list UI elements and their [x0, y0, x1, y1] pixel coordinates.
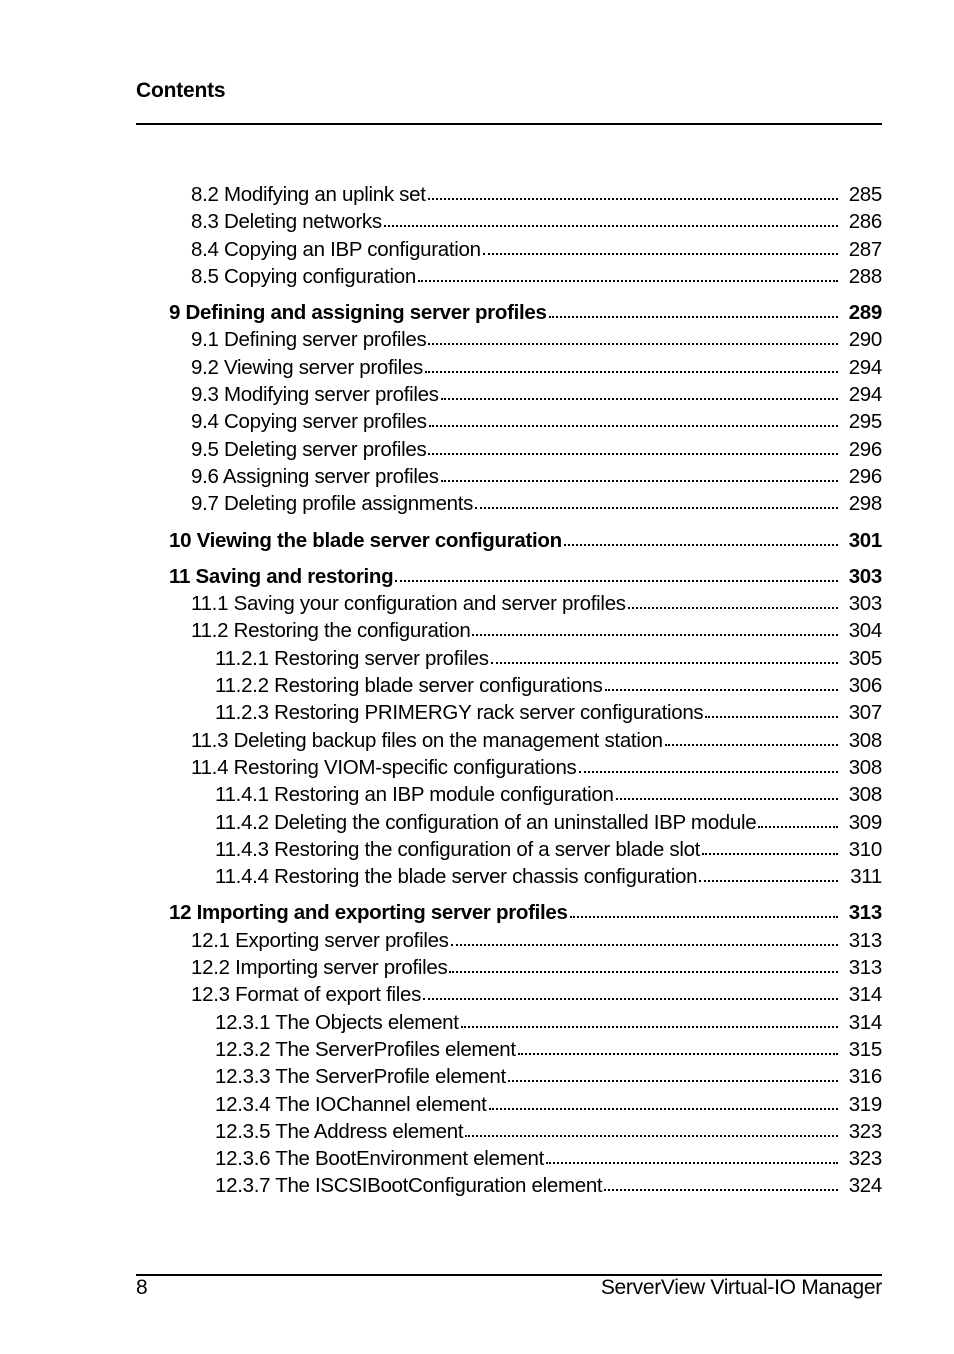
toc-entry-title: 12.3.4 The IOChannel element — [215, 1092, 487, 1116]
toc-section-entry[interactable] — [0, 809, 954, 836]
toc-entry-page-number: 289 — [848, 301, 882, 325]
page-header-title: Contents — [136, 79, 226, 102]
toc-section-entry[interactable] — [0, 781, 954, 808]
toc-entry-title: 12.3.6 The BootEnvironment element — [215, 1147, 545, 1171]
toc-section-entry[interactable] — [0, 408, 954, 435]
toc-section-entry[interactable] — [0, 326, 954, 353]
dot-leader — [579, 770, 838, 773]
toc-entry-page-number: 314 — [848, 983, 882, 1007]
toc-entry-title: 12.3 Format of export files — [191, 983, 422, 1007]
toc-section-entry[interactable] — [0, 263, 954, 290]
toc-entry-title: 11 Saving and restoring — [169, 564, 394, 588]
toc-section-entry[interactable] — [0, 954, 954, 981]
toc-section-entry[interactable] — [0, 381, 954, 408]
toc-section-entry[interactable] — [0, 1172, 954, 1199]
dot-leader — [428, 342, 838, 345]
toc-entry-title: 11.2.1 Restoring server profiles — [215, 646, 489, 670]
dot-leader — [423, 997, 838, 1000]
toc-entry-page-number: 315 — [848, 1037, 882, 1061]
toc-entry-page-number: 313 — [848, 956, 882, 980]
toc-section-entry[interactable] — [0, 836, 954, 863]
dot-leader — [491, 661, 838, 664]
footer-page-number: 8 — [136, 1276, 148, 1299]
table-of-contents — [0, 181, 954, 1200]
dot-leader — [395, 579, 838, 582]
toc-chapter-entry[interactable] — [0, 299, 954, 326]
toc-entry-title: 11.4 Restoring VIOM-specific configurations — [191, 755, 577, 779]
dot-leader — [518, 1052, 838, 1055]
dot-leader — [472, 633, 838, 636]
toc-entry-title: 9.1 Defining server profiles — [191, 328, 427, 352]
toc-entry-page-number: 308 — [848, 755, 882, 779]
toc-entry-title: 12.3.7 The ISCSIBootConfiguration element — [215, 1174, 603, 1198]
toc-entry-page-number: 308 — [848, 728, 882, 752]
toc-entry-page-number: 296 — [848, 437, 882, 461]
toc-section-entry[interactable] — [0, 727, 954, 754]
toc-entry-title: 11.1 Saving your configuration and server profiles — [191, 592, 626, 616]
dot-leader — [465, 1134, 838, 1137]
toc-entry-page-number: 301 — [848, 528, 882, 552]
toc-entry-page-number: 308 — [848, 783, 882, 807]
toc-entry-title: 9.3 Modifying server profiles — [191, 383, 439, 407]
toc-section-entry[interactable] — [0, 590, 954, 617]
toc-entry-page-number: 306 — [848, 674, 882, 698]
toc-entry-title: 9.5 Deleting server profiles — [191, 437, 427, 461]
dot-leader — [702, 852, 838, 855]
dot-leader — [549, 315, 838, 318]
toc-section-entry[interactable] — [0, 1063, 954, 1090]
toc-entry-title: 12.3.3 The ServerProfile element — [215, 1065, 506, 1089]
toc-section-entry[interactable] — [0, 927, 954, 954]
dot-leader — [441, 479, 838, 482]
toc-entry-title: 11.2.3 Restoring PRIMERGY rack server configurations — [215, 701, 704, 725]
toc-entry-page-number: 323 — [848, 1147, 882, 1171]
toc-entry-title: 8.3 Deleting networks — [191, 210, 382, 234]
toc-entry-title: 11.4.4 Restoring the blade server chassis configuration — [215, 865, 698, 889]
toc-entry-title: 9.6 Assigning server profiles — [191, 464, 439, 488]
toc-entry-title: 8.4 Copying an IBP configuration — [191, 237, 481, 261]
toc-entry-title: 9.4 Copying server profiles — [191, 410, 427, 434]
toc-section-entry[interactable] — [0, 645, 954, 672]
toc-entry-page-number: 285 — [848, 183, 882, 206]
dot-leader — [429, 424, 838, 427]
dot-leader — [705, 715, 838, 718]
dot-leader — [418, 279, 838, 282]
toc-entry-page-number: 294 — [848, 383, 882, 407]
toc-entry-page-number: 295 — [848, 410, 882, 434]
toc-section-entry[interactable] — [0, 981, 954, 1008]
dot-leader — [665, 743, 838, 746]
toc-entry-title: 12.3.2 The ServerProfiles element — [215, 1037, 516, 1061]
toc-section-entry[interactable] — [0, 699, 954, 726]
dot-leader — [605, 688, 838, 691]
dot-leader — [475, 506, 838, 509]
dot-leader — [699, 879, 838, 882]
toc-section-entry[interactable] — [0, 354, 954, 381]
toc-entry-page-number: 323 — [848, 1119, 882, 1143]
toc-entry-page-number: 316 — [848, 1065, 882, 1089]
toc-entry-page-number: 314 — [848, 1010, 882, 1034]
dot-leader — [449, 970, 838, 973]
dot-leader — [508, 1079, 838, 1082]
toc-entry-page-number: 303 — [848, 592, 882, 616]
dot-leader — [564, 543, 838, 546]
dot-leader — [758, 825, 838, 828]
toc-entry-title: 9.7 Deleting profile assignments — [191, 492, 474, 516]
toc-entry-page-number: 304 — [848, 619, 882, 643]
toc-section-entry[interactable] — [0, 617, 954, 644]
dot-leader — [428, 452, 838, 455]
toc-entry-title: 9 Defining and assigning server profiles — [169, 301, 547, 325]
toc-section-entry[interactable] — [0, 436, 954, 463]
toc-entry-title: 11.4.3 Restoring the configuration of a server blade slot — [215, 837, 701, 861]
toc-entry-page-number: 305 — [848, 646, 882, 670]
toc-entry-title: 12.2 Importing server profiles — [191, 956, 448, 980]
toc-section-entry[interactable] — [0, 672, 954, 699]
toc-entry-title: 11.2 Restoring the configuration — [191, 619, 471, 643]
toc-entry-page-number: 324 — [848, 1174, 882, 1198]
dot-leader — [461, 1025, 838, 1028]
toc-chapter-entry[interactable] — [0, 563, 954, 590]
toc-section-entry[interactable] — [0, 1091, 954, 1118]
dot-leader — [604, 1188, 838, 1191]
toc-section-entry[interactable] — [0, 463, 954, 490]
dot-leader — [425, 370, 838, 373]
toc-section-entry[interactable] — [0, 181, 954, 208]
dot-leader — [483, 252, 838, 255]
toc-entry-title: 10 Viewing the blade server configuration — [169, 528, 562, 552]
toc-entry-title: 12.3.5 The Address element — [215, 1119, 464, 1143]
toc-entry-page-number: 298 — [848, 492, 882, 516]
toc-entry-title: 11.2.2 Restoring blade server configurations — [215, 674, 603, 698]
toc-section-entry[interactable] — [0, 236, 954, 263]
toc-entry-page-number: 290 — [848, 328, 882, 352]
toc-chapter-entry[interactable] — [0, 527, 954, 554]
dot-leader — [546, 1161, 838, 1164]
toc-entry-page-number: 307 — [848, 701, 882, 725]
toc-section-entry[interactable] — [0, 208, 954, 235]
toc-chapter-entry[interactable] — [0, 899, 954, 926]
dot-leader — [451, 943, 838, 946]
toc-entry-page-number: 313 — [848, 928, 882, 952]
toc-entry-page-number: 313 — [848, 901, 882, 925]
toc-entry-page-number: 286 — [848, 210, 882, 234]
toc-entry-page-number: 294 — [848, 355, 882, 379]
toc-entry-title: 12.1 Exporting server profiles — [191, 928, 449, 952]
toc-section-entry[interactable] — [0, 1036, 954, 1063]
toc-entry-title: 11.3 Deleting backup files on the management station — [191, 728, 663, 752]
toc-entry-title: 11.4.2 Deleting the configuration of an uninstalled IBP module — [215, 810, 757, 834]
dot-leader — [489, 1107, 838, 1110]
toc-entry-title: 9.2 Viewing server profiles — [191, 355, 423, 379]
toc-section-entry[interactable] — [0, 1145, 954, 1172]
toc-entry-page-number: 310 — [848, 837, 882, 861]
toc-entry-title: 8.2 Modifying an uplink set — [191, 183, 426, 206]
toc-section-entry[interactable] — [0, 1009, 954, 1036]
toc-section-entry[interactable] — [0, 754, 954, 781]
toc-section-entry[interactable] — [0, 1118, 954, 1145]
toc-entry-title: 8.5 Copying configuration — [191, 264, 416, 288]
toc-entry-page-number: 309 — [848, 810, 882, 834]
toc-section-entry[interactable] — [0, 490, 954, 517]
toc-entry-page-number: 319 — [848, 1092, 882, 1116]
toc-entry-page-number: 311 — [850, 865, 882, 889]
dot-leader — [384, 224, 838, 227]
toc-entry-title: 12.3.1 The Objects element — [215, 1010, 459, 1034]
toc-entry-page-number: 296 — [848, 464, 882, 488]
toc-section-entry[interactable] — [0, 863, 954, 890]
footer-product-name: ServerView Virtual-IO Manager — [600, 1276, 882, 1299]
toc-entry-page-number: 288 — [848, 264, 882, 288]
dot-leader — [441, 397, 838, 400]
toc-entry-page-number: 303 — [848, 564, 882, 588]
toc-entry-title: 12 Importing and exporting server profiles — [169, 901, 568, 925]
dot-leader — [628, 606, 838, 609]
toc-entry-page-number: 287 — [848, 237, 882, 261]
dot-leader — [616, 797, 838, 800]
header-rule — [136, 123, 882, 125]
dot-leader — [570, 915, 838, 918]
dot-leader — [428, 197, 838, 200]
toc-entry-title: 11.4.1 Restoring an IBP module configuration — [215, 783, 614, 807]
